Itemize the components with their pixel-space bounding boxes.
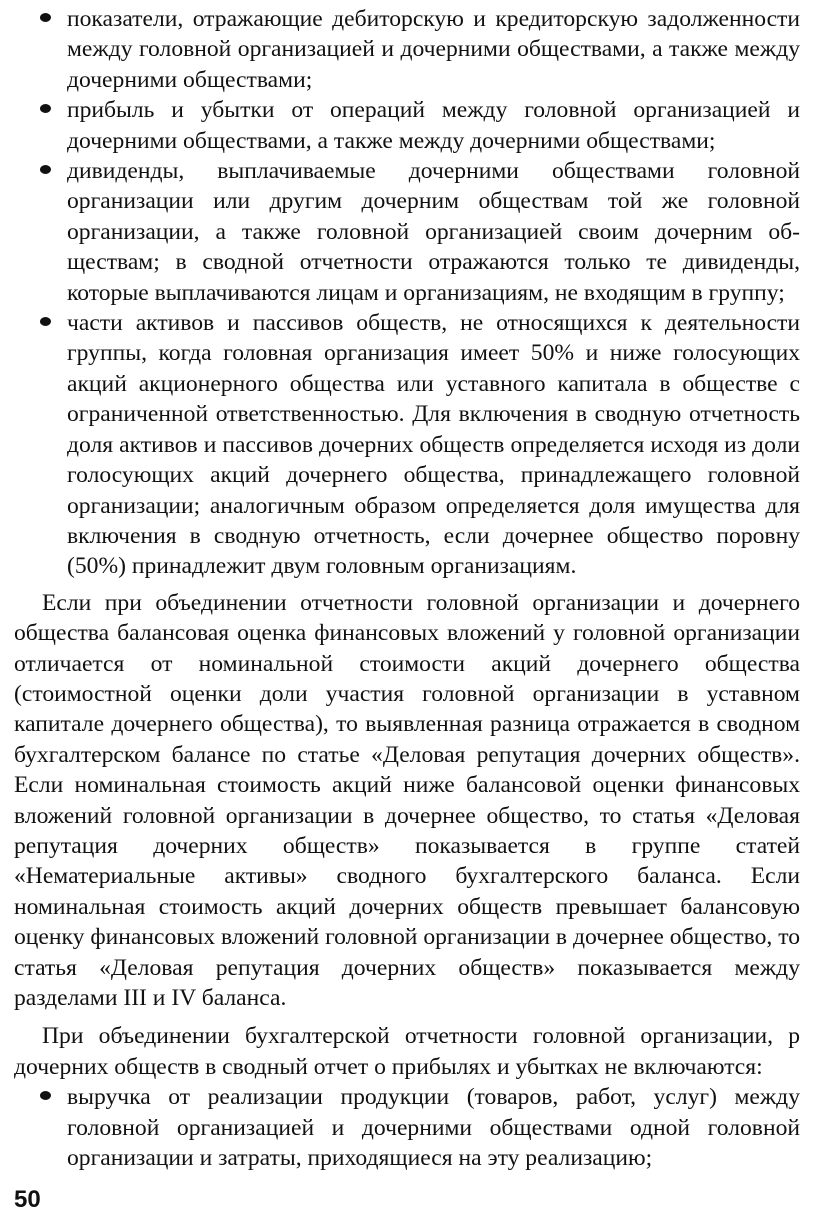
page-body (14, 4, 800, 1173)
bullet-icon (40, 13, 51, 22)
list-item (14, 4, 800, 95)
page-number: 50 (14, 1186, 41, 1213)
list-item-text: части активов и пассивов обществ, не относящихся к деятельности группы, когда головная организация имеет 50% и ниже голосующих акций акционерного общества или уставного капитала в обществе с ограниченной ответственностью. Для включения в сводную отчетность доля активов и пассивов дочерних обществ определяется исходя из доли голосующих акций дочернего общества, принадлежащего головной организации; аналогичным образом определяется доля имущества для включения в сводную отчетность, если дочернее общество поровну (50%) принадлежит двум головным организациям. (67, 310, 800, 580)
list-item-text: дивиденды, выплачиваемые дочерними обществами головной организации или другим дочерним обществам той же головной организации, а также головной организацией своим дочерним обществам; в сводной отчетности отражаются только те дивиденды, которые выплачиваются лицам и организациям, не входящим в группу; (67, 158, 800, 306)
list-item (14, 1082, 800, 1173)
list-item (14, 95, 800, 156)
list-item-text: прибыль и убытки от операций между головной организацией и дочерними обществами, а также между дочерними обществами; (67, 97, 800, 154)
list-item (14, 308, 800, 582)
body-paragraph: Если при объединении отчетности головной организации и дочернего общества балансовая оценка финансовых вложений у головной организации отличается от номинальной стоимости акций дочернего общества (стоимостной оценки доли участия головной организации в уставном капитале дочернего общества), то выявленная разница отражается в сводном бухгалтерском балансе по статье «Деловая репутация дочерних обществ». Если номинальная стоимость акций ниже балансовой оценки финансовых вложений головной организации в дочернее общество, то статья «Деловая репутация дочерних обществ» показывается в группе статей «Нематериальные активы» сводного бухгалтерского баланса. Если номинальная стоимость акций дочерних обществ превышает балансовую оценку финансовых вложений головной организации в дочернее общество, то статья «Деловая репутация дочерних обществ» показывается между разделами III и IV баланса. (14, 589, 800, 1011)
list-item-text: показатели, отражающие дебиторскую и кредиторскую задолженности между головной организацией и дочерними обществами, а также между дочерними обществами; (67, 6, 800, 93)
bullet-icon (40, 1091, 51, 1100)
list-item-text: выручка от реализации продукции (товаров, работ, услуг) между головной организацией и дочерними обществами одной головной организации и затраты, приходящиеся на эту реализацию; (67, 1084, 800, 1172)
list-item (14, 156, 800, 308)
bullet-icon (40, 165, 51, 174)
body-paragraph: При объединении бухгалтерской отчетности головной организации, р дочерних обществ в сводный отчет о прибылях и убытках не включаются: (14, 1023, 800, 1080)
bullet-icon (40, 317, 51, 326)
bullet-icon (40, 104, 51, 113)
